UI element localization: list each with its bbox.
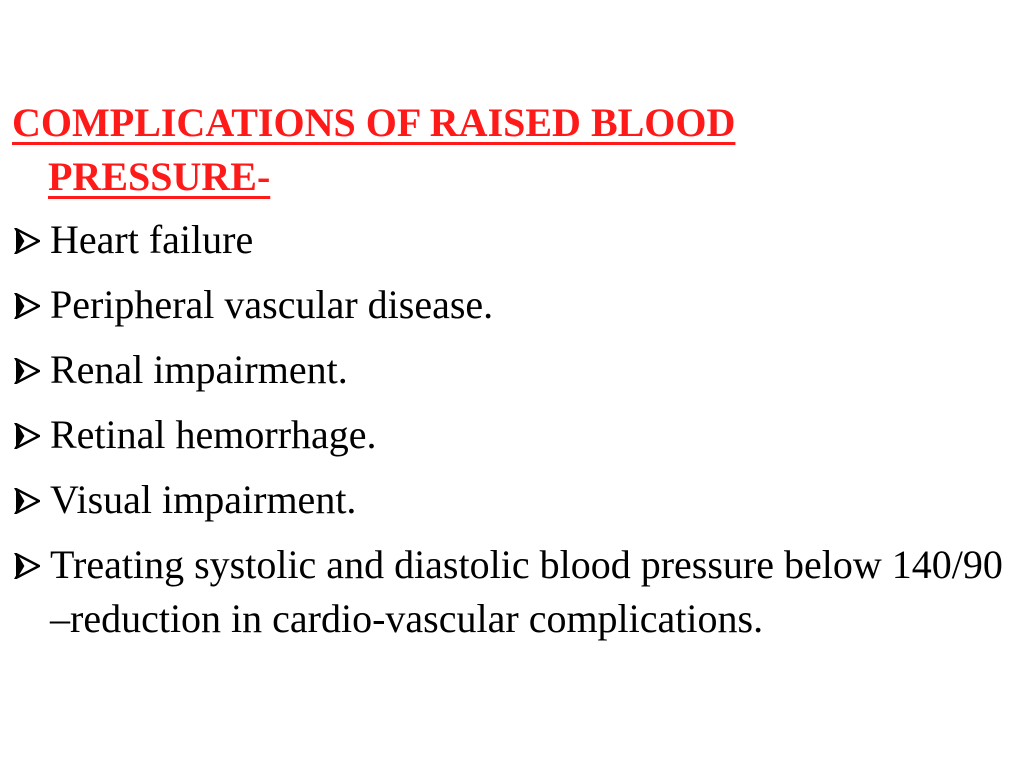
slide-heading-text: COMPLICATIONS OF RAISED BLOOD PRESSURE- — [12, 100, 736, 199]
bullet-text: Visual impairment. — [50, 477, 357, 522]
arrow-bullet-icon — [14, 553, 40, 579]
bullet-text: Renal impairment. — [50, 347, 348, 392]
bullet-text: Retinal hemorrhage. — [50, 412, 377, 457]
bullet-item — [14, 538, 1014, 646]
slide-heading — [12, 96, 908, 204]
bullet-item — [14, 408, 1014, 462]
bullet-list — [14, 213, 1014, 657]
arrow-bullet-icon — [14, 488, 40, 514]
bullet-item — [14, 343, 1014, 397]
arrow-bullet-icon — [14, 358, 40, 384]
bullet-text: Heart failure — [50, 217, 254, 262]
bullet-text: Peripheral vascular disease. — [50, 282, 494, 327]
arrow-bullet-icon — [14, 423, 40, 449]
bullet-text: Treating systolic and diastolic blood pressure below 140/90 –reduction in cardio-vascular complications. — [50, 542, 1003, 641]
arrow-bullet-icon — [14, 293, 40, 319]
bullet-item — [14, 213, 1014, 267]
bullet-item — [14, 278, 1014, 332]
arrow-bullet-icon — [14, 228, 40, 254]
bullet-item — [14, 473, 1014, 527]
